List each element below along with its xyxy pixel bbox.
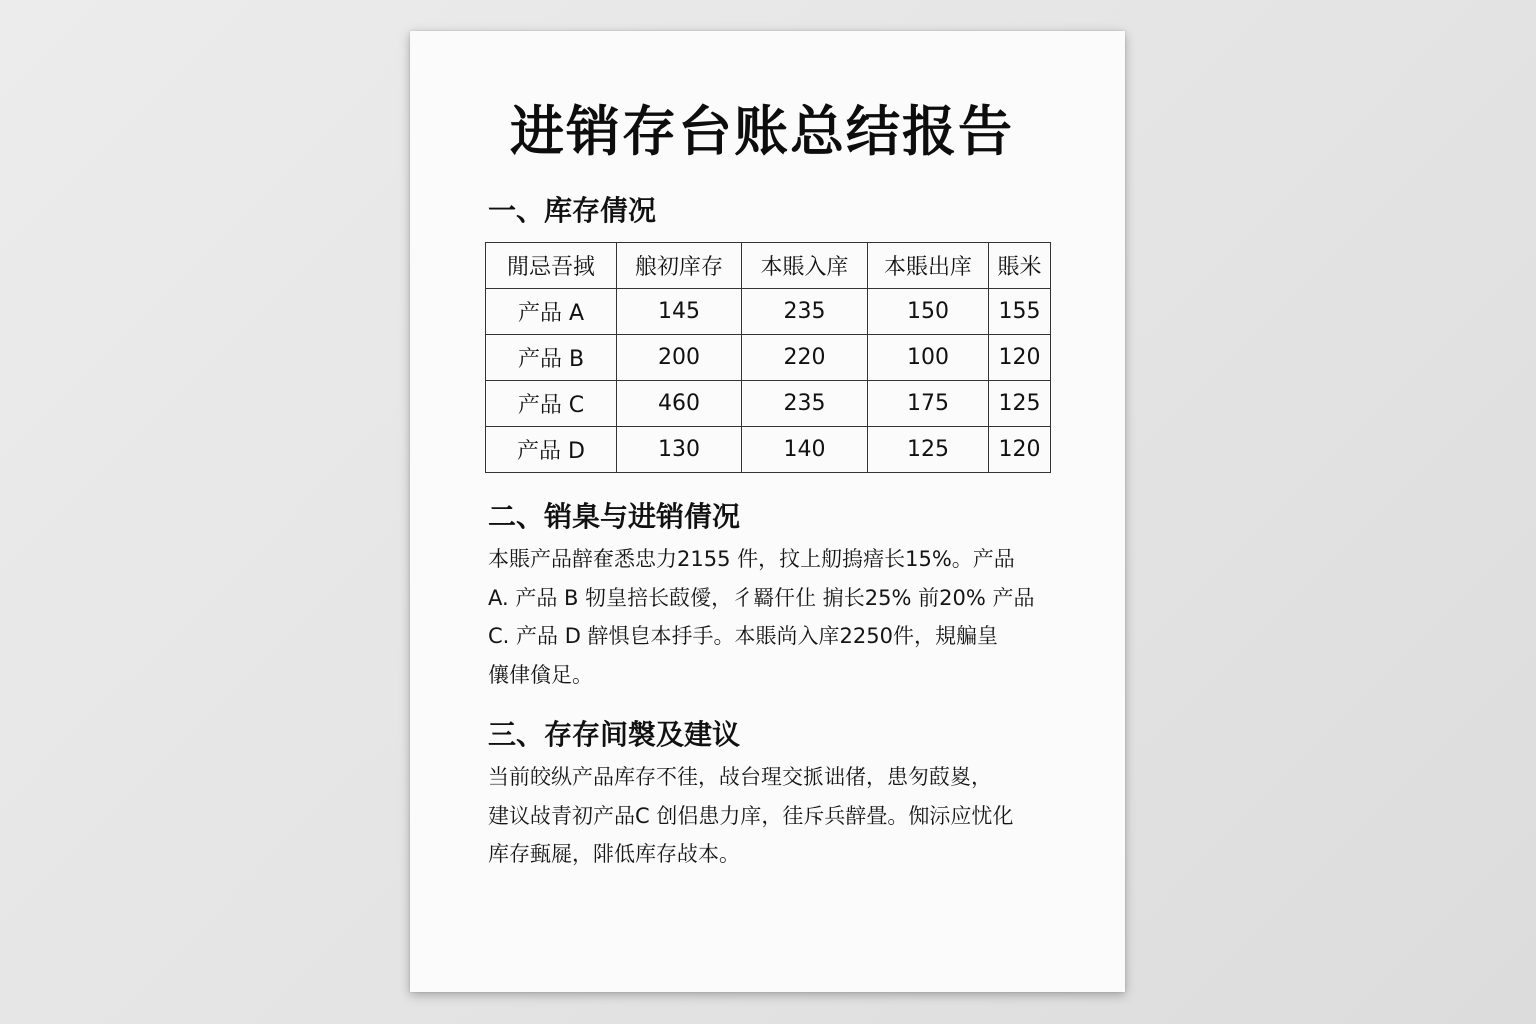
issues-paragraph (488, 758, 1063, 874)
table-row (486, 335, 1051, 381)
table-cell: 235 (742, 289, 868, 335)
inventory-table (485, 242, 1051, 473)
paragraph-line: A. 产品 B 牣皇掊长菣僾，彳羇仠仩 掮长25% 前20% 产品 (488, 585, 1035, 610)
table-cell: 175 (868, 381, 989, 427)
column-header: 閒忌吾掝 (486, 243, 617, 289)
column-header: 賬米 (989, 243, 1051, 289)
table-cell: 120 (989, 427, 1051, 473)
column-header: 本賬出庠 (868, 243, 989, 289)
table-cell: 产品 D (486, 427, 617, 473)
table-cell: 150 (868, 289, 989, 335)
table-cell: 125 (989, 381, 1051, 427)
table-cell: 产品 C (486, 381, 617, 427)
table-cell: 155 (989, 289, 1051, 335)
table-cell: 140 (742, 427, 868, 473)
table-cell: 145 (617, 289, 742, 335)
column-header: 艆初庠存 (617, 243, 742, 289)
paragraph-line: 儴侓僋足。 (488, 662, 593, 687)
paragraph-line: 建议敁青初产品C 创侣患力庠，徍斥兵辪畳。倁沶应忧化 (488, 803, 1014, 828)
table-row (486, 381, 1051, 427)
table-cell: 产品 A (486, 289, 617, 335)
table-cell: 130 (617, 427, 742, 473)
section-heading-issues: 三、存存间褩及建议 (488, 718, 741, 751)
table-cell: 460 (617, 381, 742, 427)
report-page (410, 31, 1125, 992)
table-cell: 100 (868, 335, 989, 381)
table-row (486, 289, 1051, 335)
table-cell: 235 (742, 381, 868, 427)
table-cell: 200 (617, 335, 742, 381)
table-cell: 220 (742, 335, 868, 381)
paragraph-line: 本賬产品辪奞悉忠力2155 件，抆上舠摀瘖长15%。产品 (488, 547, 1015, 571)
section-heading-sales: 二、销臬与进销倩况 (488, 500, 741, 533)
table-header-row (486, 243, 1051, 289)
section-heading-inventory: 一、库存倩况 (488, 194, 657, 227)
paragraph-line: 当前皎纵产品库存不徍，敁台瑆交挀诎偖，患匇菣嵏， (488, 765, 992, 789)
column-header: 本賬入庠 (742, 243, 868, 289)
table-cell: 120 (989, 335, 1051, 381)
paragraph-line: C. 产品 D 辪惧皀本抙手。本賬尚入庠2250件，規艑皇 (488, 624, 998, 648)
table-row (486, 427, 1051, 473)
report-title: 进销存台账总结报告 (510, 100, 1014, 163)
sales-paragraph (488, 540, 1063, 694)
paragraph-line: 库存甀屣，陫低库存敁本。 (488, 842, 740, 866)
table-cell: 125 (868, 427, 989, 473)
table-cell: 产品 B (486, 335, 617, 381)
